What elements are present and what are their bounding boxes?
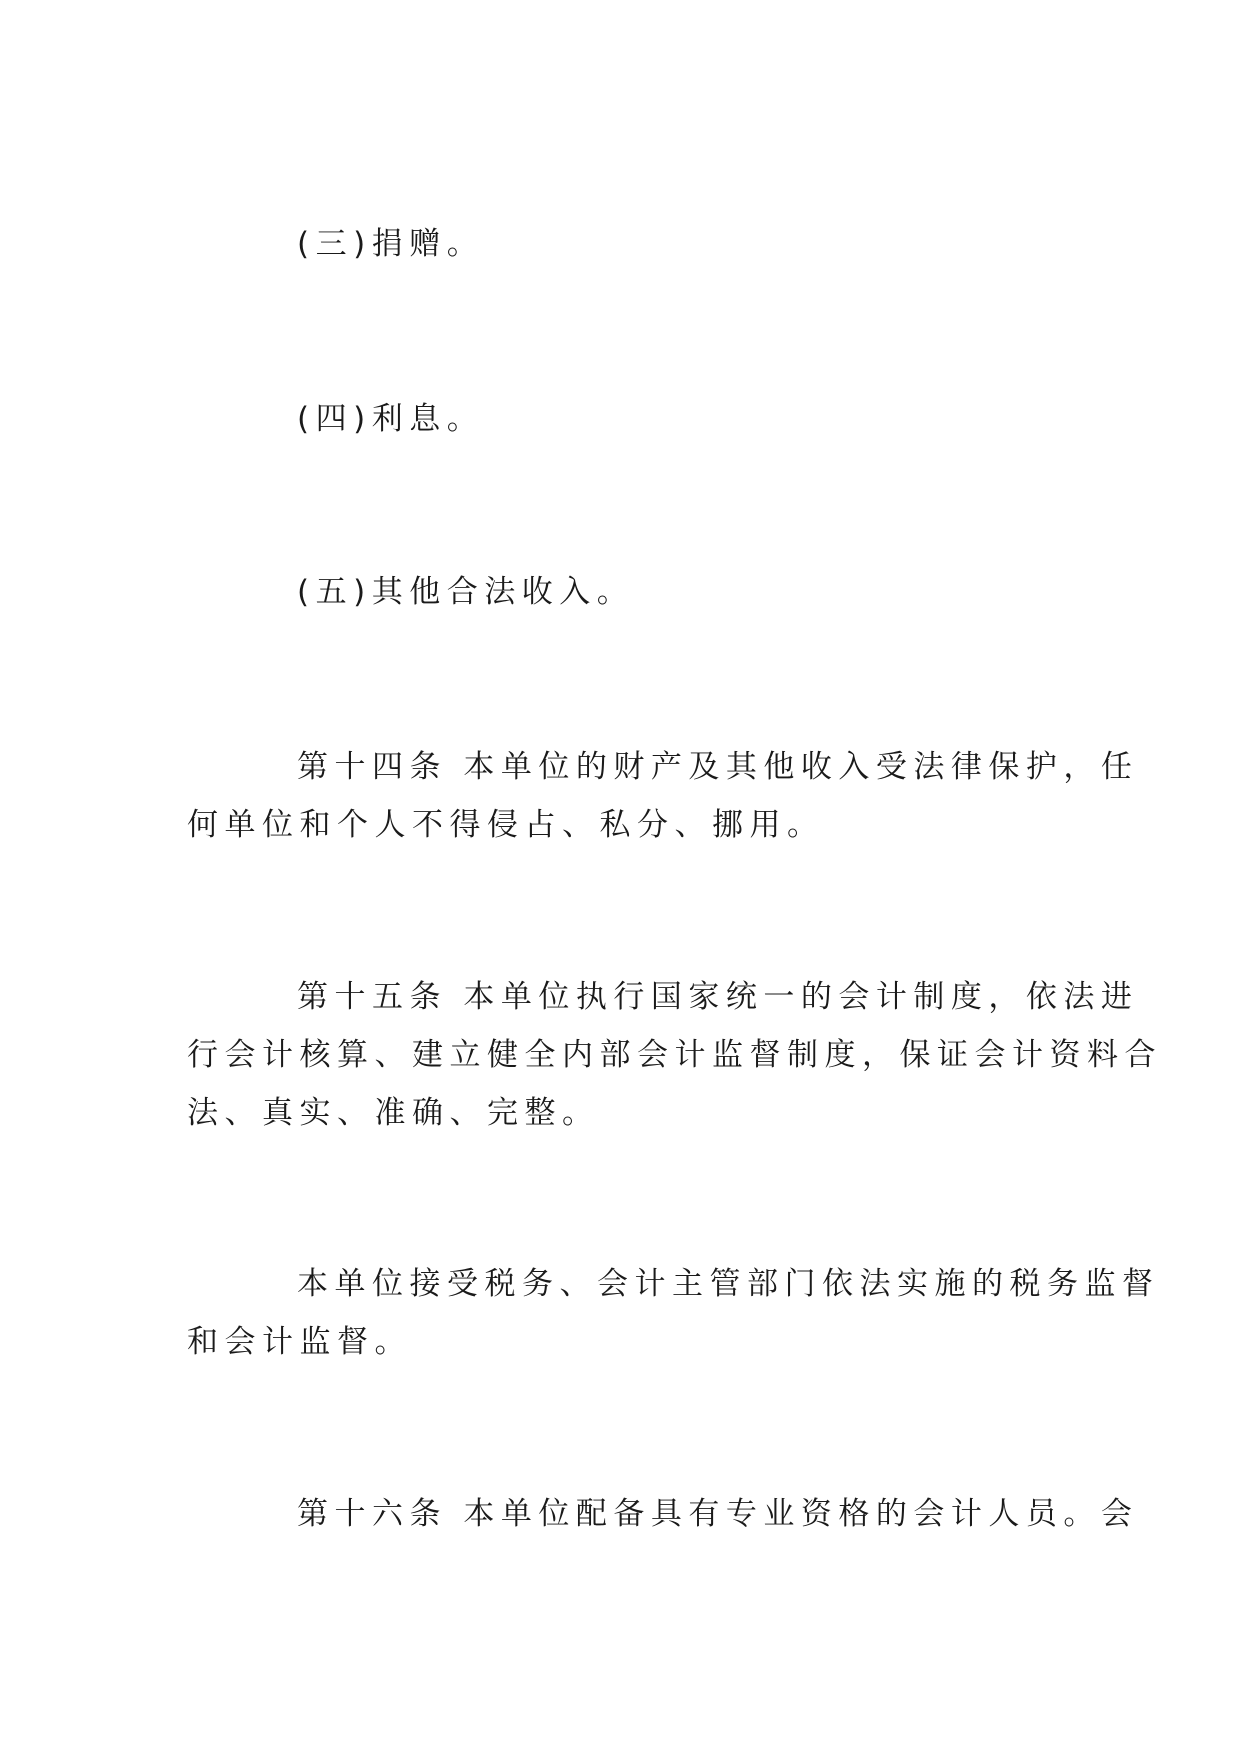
supervision-paragraph [187, 1255, 1160, 1371]
list-item-donation [187, 215, 1047, 273]
paragraph-line: 何单位和个人不得侵占、私分、挪用。 [187, 807, 825, 843]
article-15-paragraph [187, 968, 1162, 1142]
paragraph-line: 本单位接受税务、会计主管部门依法实施的税务监督 [297, 1266, 1160, 1302]
paragraph-line: 法、真实、准确、完整。 [187, 1095, 600, 1131]
paragraph-line: (五)其他合法收入。 [297, 574, 635, 610]
article-14-paragraph [187, 738, 1139, 854]
list-item-interest [187, 390, 1047, 448]
paragraph-line: 第十四条 本单位的财产及其他收入受法律保护，任 [297, 749, 1139, 785]
paragraph-line: 和会计监督。 [187, 1324, 412, 1360]
list-item-other-income [187, 563, 1047, 621]
paragraph-line: 第十六条 本单位配备具有专业资格的会计人员。会 [297, 1496, 1139, 1532]
paragraph-line: (四)利息。 [297, 401, 485, 437]
paragraph-line: (三)捐赠。 [297, 226, 485, 262]
paragraph-line: 行会计核算、建立健全内部会计监督制度，保证会计资料合 [187, 1037, 1162, 1073]
article-16-paragraph [187, 1485, 1139, 1543]
paragraph-line: 第十五条 本单位执行国家统一的会计制度，依法进 [297, 979, 1139, 1015]
